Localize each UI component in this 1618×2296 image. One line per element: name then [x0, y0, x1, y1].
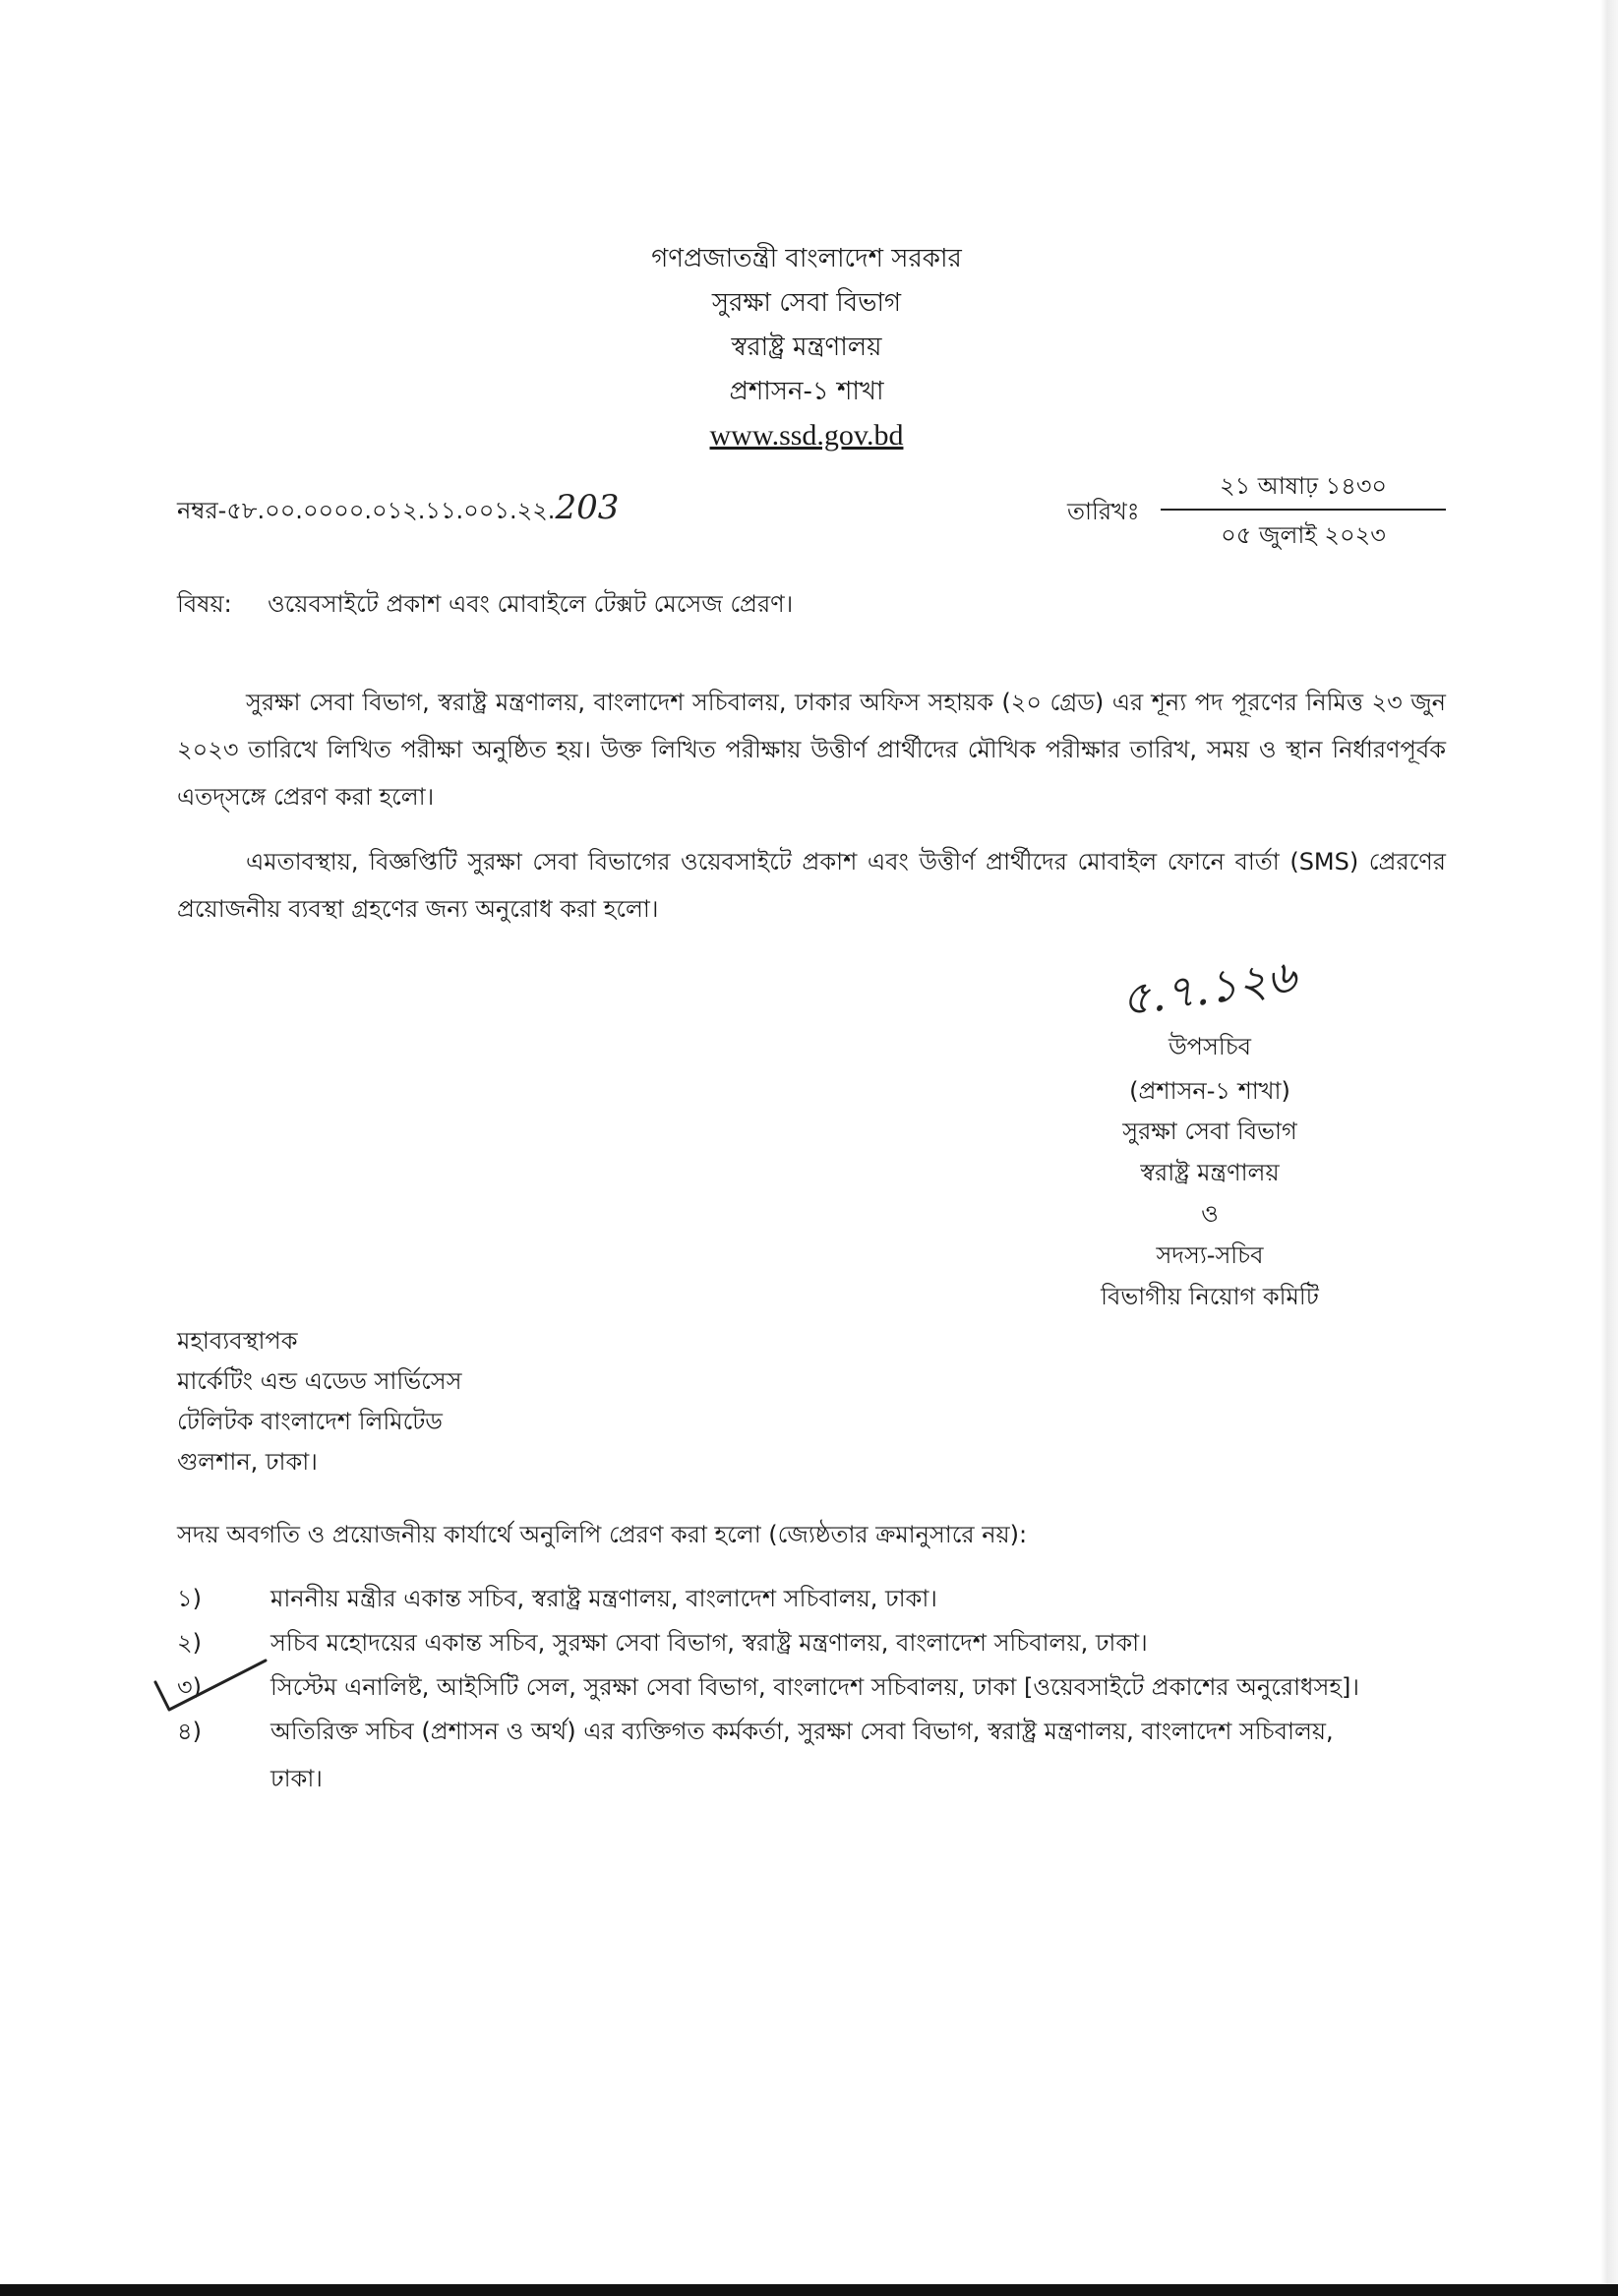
copy-item-text: মাননীয় মন্ত্রীর একান্ত সচিব, স্বরাষ্ট্র মন্ত্রণালয়, বাংলাদেশ সচিবালয়, ঢাকা।	[270, 1585, 937, 1612]
copy-item-number: ৪)	[177, 1718, 202, 1745]
date-bangla: ২১ আষাঢ় ১৪৩০	[1219, 472, 1388, 500]
body-paragraph-1: সুরক্ষা সেবা বিভাগ, স্বরাষ্ট্র মন্ত্রণালয়, বাংলাদেশ সচিবালয়, ঢাকার অফিস সহায়ক (২০ গ্রেড) এর শূন্য পদ পূরণের নিমিত্ত ২৩ জুন ২০২৩ তারিখে লিখিত পরীক্ষা অনুষ্ঠিত হয়। উক্ত লিখিত পরীক্ষায় উত্তীর্ণ প্রার্থীদের মৌখিক পরীক্ষার তারিখ, সময় ও স্থান নির্ধারণপূর্বক এতদ্‌সঙ্গে প্রেরণ করা হলো।	[177, 689, 1446, 811]
signatory-committee: বিভাগীয় নিয়োগ কমিটি	[1101, 1283, 1319, 1310]
date-divider	[1161, 509, 1446, 511]
signatory-ministry: স্বরাষ্ট্র মন্ত্রণালয়	[1140, 1159, 1280, 1186]
header-ministry: স্বরাষ্ট্র মন্ত্রণালয়	[731, 332, 882, 362]
signatory-member-secretary: সদস্য-সচিব	[1156, 1241, 1264, 1269]
signatory-title: উপসচিব	[1168, 1033, 1252, 1060]
date-gregorian: ০৫ জুলাই ২০২৩	[1221, 521, 1386, 549]
recipient-organization: টেলিটক বাংলাদেশ লিমিটেড	[177, 1408, 443, 1435]
scan-bottom-bar	[0, 2284, 1618, 2296]
subject-label: বিষয়:	[177, 590, 232, 618]
subject-text: ওয়েবসাইটে প্রকাশ এবং মোবাইলে টেক্সট মেসেজ প্রেরণ।	[268, 590, 794, 618]
scan-edge-shadow	[1600, 0, 1618, 2296]
website-link[interactable]: www.ssd.gov.bd	[709, 419, 904, 452]
handwritten-tick-mark	[148, 1653, 275, 1722]
signatory-and: ও	[1201, 1200, 1219, 1228]
header-branch: প্রশাসন-১ শাখা	[729, 377, 884, 406]
body-paragraph-2: এমতাবস্থায়, বিজ্ঞপ্তিটি সুরক্ষা সেবা বিভাগের ওয়েবসাইটে প্রকাশ এবং উত্তীর্ণ প্রার্থীদের মোবাইল ফোনে বার্তা (SMS) প্রেরণের প্রয়োজনীয় ব্যবস্থা গ্রহণের জন্য অনুরোধ করা হলো।	[177, 848, 1446, 923]
memo-number-printed: নম্বর-৫৮.০০.০০০০.০১২.১১.০০১.২২.	[177, 497, 556, 524]
copy-item-number: ২)	[177, 1629, 202, 1657]
date-label: তারিখঃ	[1067, 498, 1140, 525]
signatory-branch: (প্রশাসন-১ শাখা)	[1129, 1077, 1290, 1105]
recipient-address: গুলশান, ঢাকা।	[177, 1448, 318, 1476]
memo-number-handwritten: 203	[555, 488, 620, 527]
copy-item-continuation: ঢাকা।	[270, 1765, 323, 1792]
header-government: গণপ্রজাতন্ত্রী বাংলাদেশ সরকার	[651, 244, 962, 273]
header-division: সুরক্ষা সেবা বিভাগ	[711, 288, 902, 318]
signatory-division: সুরক্ষা সেবা বিভাগ	[1122, 1118, 1297, 1145]
handwritten-signature: ৫.৭.১২৬	[1117, 948, 1300, 1027]
recipient-designation: মহাব্যবস্থাপক	[177, 1327, 298, 1355]
copy-item-number: ৩)	[177, 1673, 202, 1701]
copy-item-number: ১)	[177, 1585, 202, 1612]
recipient-department: মার্কেটিং এন্ড এডেড সার্ভিসেস	[177, 1367, 462, 1395]
copy-item-text: সিস্টেম এনালিষ্ট, আইসিটি সেল, সুরক্ষা সেবা বিভাগ, বাংলাদেশ সচিবালয়, ঢাকা [ওয়েবসাইটে প্রকাশের অনুরোধসহ]।	[270, 1673, 1359, 1701]
copy-item-text: সচিব মহোদয়ের একান্ত সচিব, সুরক্ষা সেবা বিভাগ, স্বরাষ্ট্র মন্ত্রণালয়, বাংলাদেশ সচিবালয়, ঢাকা।	[270, 1629, 1148, 1657]
copy-item-text: অতিরিক্ত সচিব (প্রশাসন ও অর্থ) এর ব্যক্তিগত কর্মকর্তা, সুরক্ষা সেবা বিভাগ, স্বরাষ্ট্র মন্ত্রণালয়, বাংলাদেশ সচিবালয়,	[270, 1718, 1334, 1745]
header-website-wrap	[551, 421, 1062, 451]
memo-number	[177, 488, 619, 532]
copies-intro: সদয় অবগতি ও প্রয়োজনীয় কার্যার্থে অনুলিপি প্রেরণ করা হলো (জ্যেষ্ঠতার ক্রমানুসারে নয়):	[177, 1521, 1028, 1548]
